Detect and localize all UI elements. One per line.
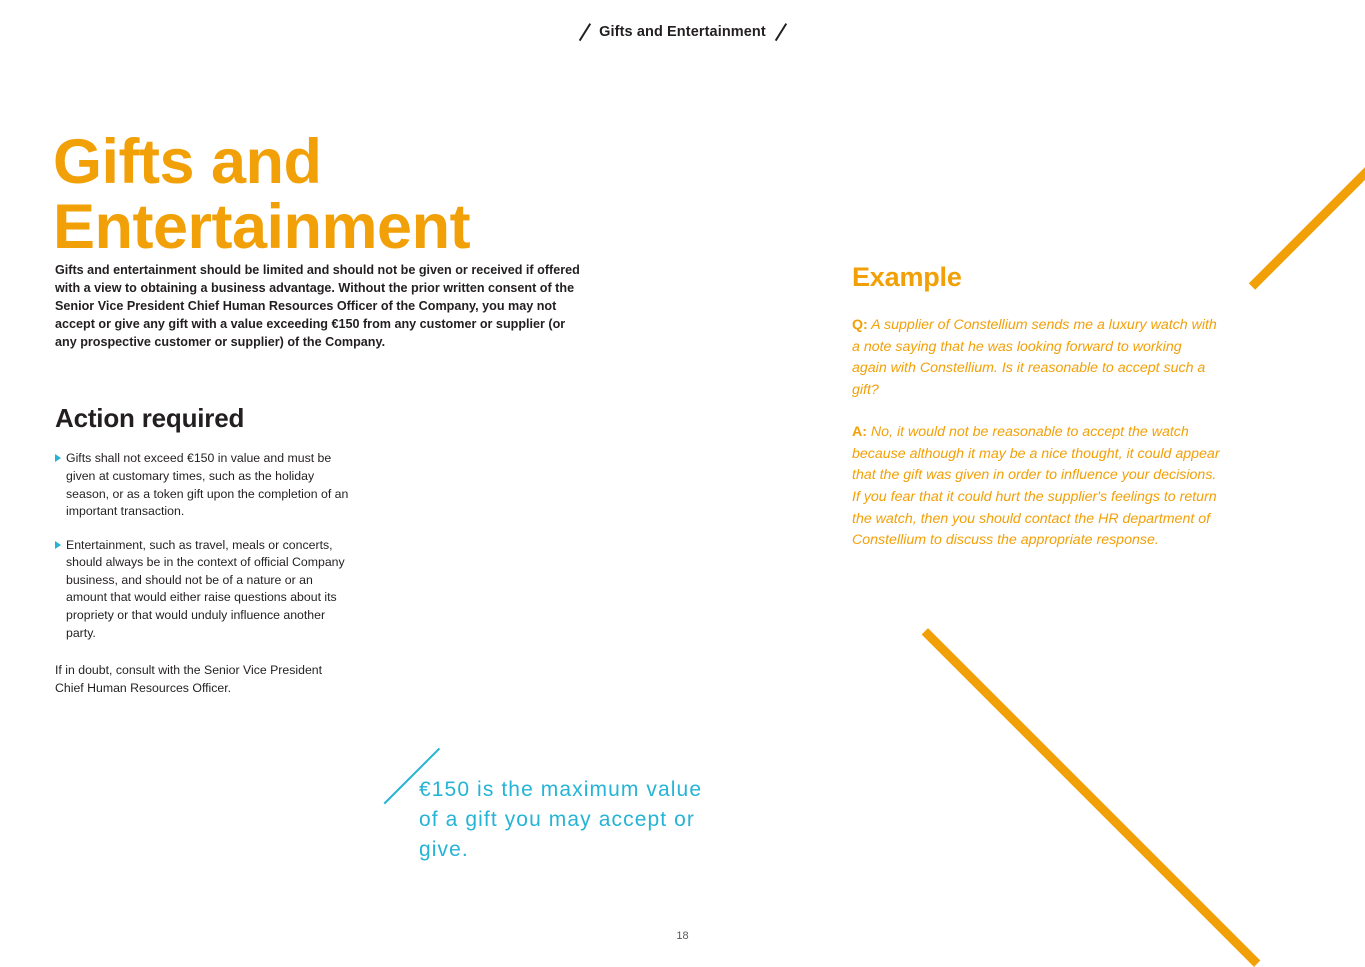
running-header xyxy=(0,22,1365,42)
page-title: Gifts and Entertainment xyxy=(53,127,471,263)
slash-mark-icon-left xyxy=(578,23,590,41)
action-required-list xyxy=(55,450,355,642)
page-number: 18 xyxy=(676,930,689,942)
decorative-diagonal-stroke-bottom-right xyxy=(922,628,1261,967)
running-header-title: Gifts and Entertainment xyxy=(599,24,766,40)
pull-quote: €150 is the maximum value of a gift you may accept or give. xyxy=(419,778,703,861)
action-required-heading: Action required xyxy=(55,403,245,434)
lead-paragraph: Gifts and entertainment should be limited and should not be given or received if offered with a view to obtaining a business advantage. Without the prior written consent of the Senior Vice President Chief Human Resources Officer of the Company, you may not accept or give any gift with a value exceeding €150 from any customer or supplier (or any prospective customer or supplier) of the Company. xyxy=(55,263,580,349)
closing-note: If in doubt, consult with the Senior Vice President Chief Human Resources Officer. xyxy=(55,663,323,695)
left-content-column xyxy=(55,262,595,710)
answer-label: A: xyxy=(852,423,867,440)
example-question xyxy=(852,315,1220,402)
list-item xyxy=(55,450,355,520)
list-item xyxy=(55,537,355,642)
decorative-diagonal-stroke-top-right xyxy=(1249,119,1365,289)
answer-text: No, it would not be reasonable to accept the watch because although it may be a nice thought, it could appear that the gift was given in order to influence your decisions. If you fear that it could hurt the supplier's feelings to return the watch, then you should contact the HR department of Constellium to discuss the appropriate response. xyxy=(852,423,1220,549)
example-answer xyxy=(852,422,1220,552)
question-label: Q: xyxy=(852,317,868,333)
example-column xyxy=(852,262,1232,572)
triangle-bullet-icon xyxy=(55,454,61,462)
example-heading: Example xyxy=(852,262,962,292)
question-text: A supplier of Constellium sends me a luxury watch with a note saying that he was looking forward to working again with Constellium. Is it reasonable to accept such a gift? xyxy=(852,317,1217,399)
list-item-text: Entertainment, such as travel, meals or concerts, should always be in the context of official Company business, and should not be of a nature or an amount that would either raise questions about its propriety or that would unduly influence another party. xyxy=(66,537,345,640)
slash-mark-icon-right xyxy=(775,23,787,41)
triangle-bullet-icon xyxy=(55,541,61,549)
list-item-text: Gifts shall not exceed €150 in value and must be given at customary times, such as the holiday season, or as a token gift upon the completion of an important transaction. xyxy=(66,451,349,519)
